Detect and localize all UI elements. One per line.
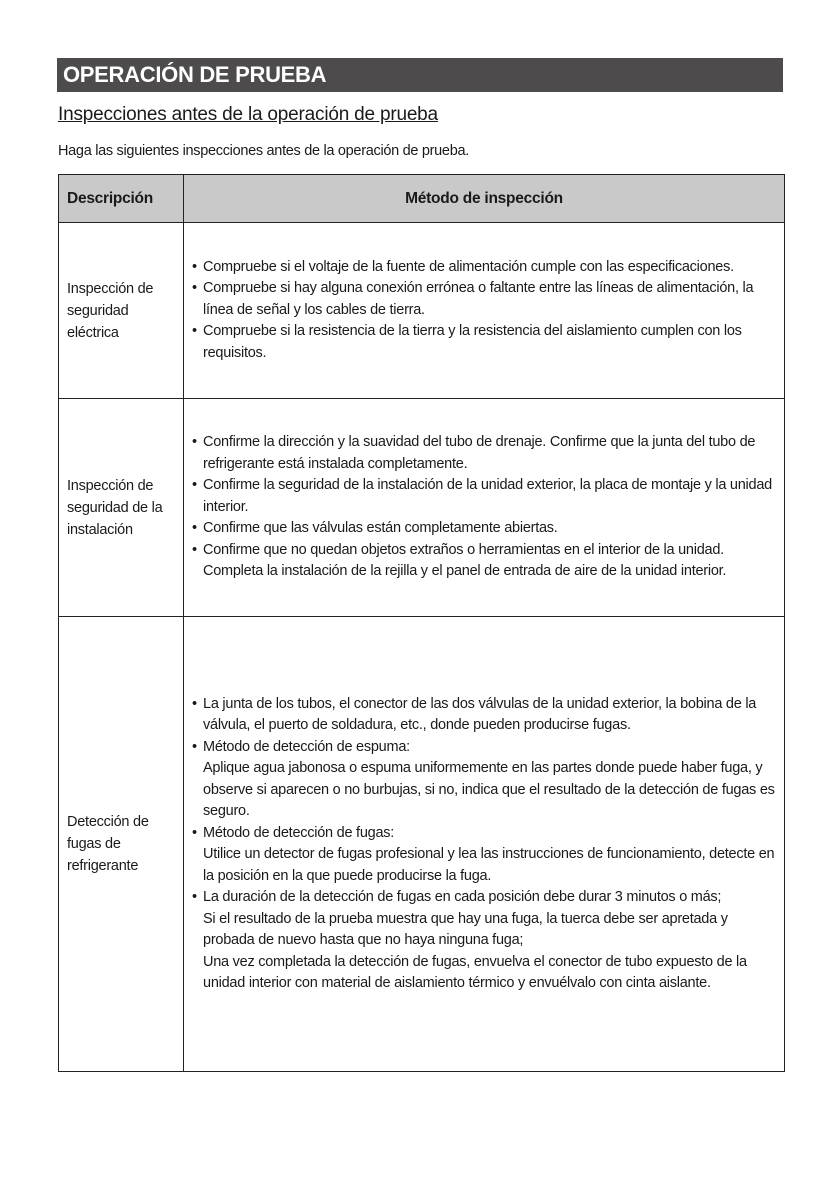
bullet-item (192, 518, 780, 540)
row-method (184, 617, 785, 1072)
header-description: Descripción (59, 175, 184, 223)
row-method (184, 399, 785, 617)
table-row (59, 617, 785, 1072)
bullet-icon: • (192, 477, 197, 494)
bullet-item (192, 475, 780, 518)
row-description: Inspección de seguridad eléctrica (59, 223, 184, 399)
bullet-icon: • (192, 323, 197, 340)
bullet-continuation: Aplique agua jabonosa o espuma uniformemente en las partes donde puede haber fuga, y observe si aparecen o no burbujas, si no, indica que el resultado de la detección de fugas es seguro. (203, 760, 775, 819)
bullet-item (192, 257, 780, 279)
header-method: Método de inspección (184, 175, 785, 223)
inspection-table (58, 174, 785, 1072)
bullet-text: La junta de los tubos, el conector de las dos válvulas de la unidad exterior, la bobina de la válvula, el puerto de soldadura, etc., donde pueden producirse fugas. (203, 695, 757, 733)
bullet-item (192, 823, 780, 888)
bullet-icon: • (192, 889, 197, 905)
bullet-text: Confirme que no quedan objetos extraños o herramientas en el interior de la unidad. (203, 541, 724, 558)
bullet-item (192, 278, 780, 321)
bullet-item (192, 540, 780, 583)
table-row (59, 399, 785, 617)
bullet-text: Confirme que las válvulas están completamente abiertas. (203, 520, 558, 537)
bullet-item (192, 321, 780, 364)
intro-text: Haga las siguientes inspecciones antes de la operación de prueba. (58, 143, 469, 159)
bullet-text: Confirme la dirección y la suavidad del tubo de drenaje. Confirme que la junta del tubo de refrigerante está instalada completamente. (203, 434, 756, 472)
bullet-icon: • (192, 738, 197, 755)
bullet-text: Compruebe si la resistencia de la tierra y la resistencia del aislamiento cumplen con los requisitos. (203, 323, 742, 361)
bullet-item (192, 737, 780, 823)
bullet-text: Compruebe si hay alguna conexión errónea o faltante entre las líneas de alimentación, la línea de señal y los cables de tierra. (203, 280, 754, 318)
bullet-item (192, 694, 780, 737)
bullet-item (192, 432, 780, 475)
bullet-continuation: Utilice un detector de fugas profesional y lea las instrucciones de funcionamiento, detecte en la posición en la que puede producirse la fuga. (203, 846, 775, 884)
table-row (59, 223, 785, 399)
page-banner-title: OPERACIÓN DE PRUEBA (57, 58, 783, 92)
bullet-continuation: Una vez completada la detección de fugas, envuelva el conector de tubo expuesto de la unidad interior con material de aislamiento térmico y envuélvalo con cinta aislante. (203, 953, 747, 991)
row-description: Detección de fugas de refrigerante (59, 617, 184, 1072)
bullet-text: Método de detección de fugas: (203, 824, 395, 841)
bullet-icon: • (192, 824, 197, 841)
bullet-icon: • (192, 280, 197, 297)
bullet-continuation: Si el resultado de la prueba muestra que hay una fuga, la tuerca debe ser apretada y probada de nuevo hasta que no haya ninguna fuga; (203, 910, 728, 948)
bullet-icon: • (192, 695, 197, 712)
bullet-continuation: Completa la instalación de la rejilla y el panel de entrada de aire de la unidad interior. (203, 563, 727, 580)
bullet-icon: • (192, 434, 197, 451)
bullet-icon: • (192, 520, 197, 537)
row-method (184, 223, 785, 399)
bullet-item (192, 887, 780, 995)
bullet-text: Compruebe si el voltaje de la fuente de alimentación cumple con las especificaciones. (203, 258, 734, 275)
section-title: Inspecciones antes de la operación de prueba (58, 104, 438, 125)
bullet-text: Método de detección de espuma: (203, 738, 410, 755)
bullet-icon: • (192, 258, 197, 275)
table-header-row (59, 175, 785, 223)
bullet-text: La duración de la detección de fugas en cada posición debe durar 3 minutos o más; (203, 889, 722, 905)
bullet-text: Confirme la seguridad de la instalación de la unidad exterior, la placa de montaje y la unidad interior. (203, 477, 772, 515)
row-description: Inspección de seguridad de la instalación (59, 399, 184, 617)
bullet-icon: • (192, 541, 197, 558)
